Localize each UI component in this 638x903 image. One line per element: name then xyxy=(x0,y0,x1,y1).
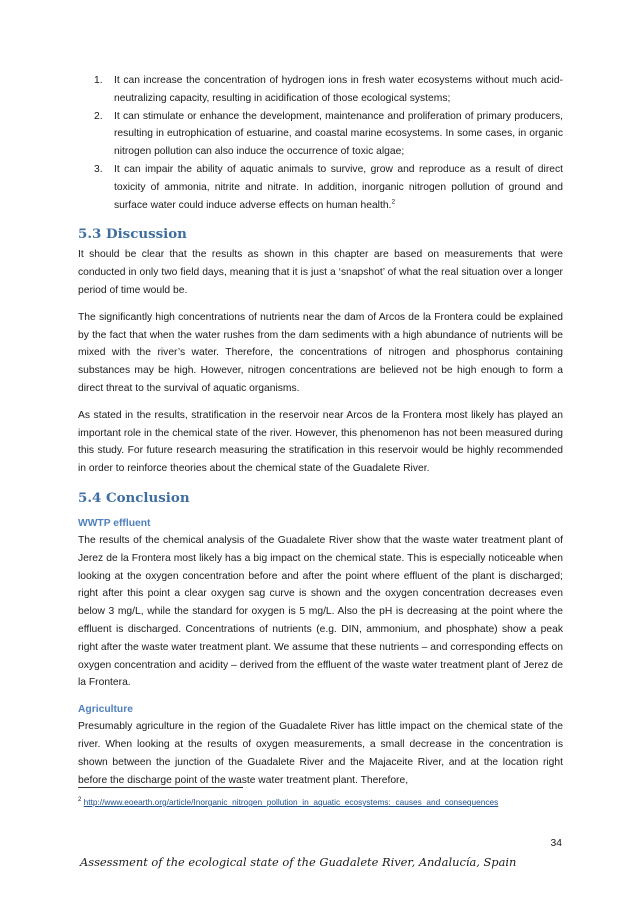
agriculture-subheading: Agriculture xyxy=(78,704,133,716)
list-item xyxy=(78,161,563,214)
page-content xyxy=(78,72,563,789)
discussion-paragraph: It should be clear that the results as shown in this chapter are based on measurements that were conducted in only two field days, meaning that it is just a ‘snapshot’ of what the real situation over a longer period of time would be. xyxy=(78,249,563,296)
footnote-separator xyxy=(78,787,243,788)
page-number: 34 xyxy=(550,838,562,849)
footnote-reference[interactable]: 2 xyxy=(391,198,396,206)
list-item-text: It can stimulate or enhance the development, maintenance and proliferation of primary producers, resulting in eutrophication of estuarine, and coastal marine ecosystems. In some cases, in organic nitrogen pollution can also induce the occurrence of toxic algae; xyxy=(114,110,563,158)
list-item-number: 1. xyxy=(94,75,103,86)
discussion-paragraph: The significantly high concentrations of nutrients near the dam of Arcos de la Frontera could be explained by the fact that when the water rushes from the dam sediments with a high abundance of nutrients will be mixed with the river’s water. Therefore, the concentrations of nitrogen and phosphorus containing substances may be high. However, nitrogen concentrations are believed not be high enough to form a direct threat to the survival of aquatic organisms. xyxy=(78,311,563,394)
wwtp-subheading: WWTP effluent xyxy=(78,517,151,529)
list-item xyxy=(78,108,563,161)
list-item-number: 3. xyxy=(94,163,103,175)
numbered-list xyxy=(78,72,563,214)
running-footer: Assessment of the ecological state of the Guadalete River, Andalucía, Spain xyxy=(80,855,517,869)
discussion-heading: 5.3 Discussion xyxy=(78,226,187,243)
list-item xyxy=(78,72,563,108)
footnote-link[interactable]: http://www.eoearth.org/article/Inorganic_nitrogen_pollution_in_aquatic_ecosystems:_causes_and_consequences xyxy=(83,797,499,807)
footnote-number: 2 xyxy=(78,797,82,804)
footnote xyxy=(78,796,498,808)
wwtp-paragraph: The results of the chemical analysis of the Guadalete River show that the waste water treatment plant of Jerez de la Frontera most likely has a big impact on the chemical state. This is especially noticeable when looking at the oxygen concentration before and after the point where effluent of the plant is discharged; right after this point a clear oxygen sag curve is shown and the oxygen concentration decreases even below 3 mg/L, while the standard for oxygen is 5 mg/L. Also the pH is decreasing at the point where the effluent is discharged. Concentrations of nutrients (e.g. DIN, ammonium, and phosphate) show a peak right after the waste water treatment plant. We assume that these nutrients – and corresponding effects on oxygen concentration and acidity – derived from the effluent of the waste water treatment plant of Jerez de la Frontera. xyxy=(78,534,563,689)
list-item-text: It can impair the ability of aquatic animals to survive, grow and reproduce as a result of direct toxicity of ammonia, nitrite and nitrate. In addition, inorganic nitrogen pollution of ground and surface water could induce adverse effects on human health. xyxy=(114,163,563,211)
agriculture-paragraph: Presumably agriculture in the region of the Guadalete River has little impact on the chemical state of the river. When looking at the results of oxygen measurements, a small decrease in the concentration is shown between the junction of the Guadalete River and the Majaceite River, and at the location right before the discharge point of the waste water treatment plant. Therefore, xyxy=(78,721,563,786)
list-item-text: It can increase the concentration of hydrogen ions in fresh water ecosystems without much acid-neutralizing capacity, resulting in acidification of those ecological systems; xyxy=(114,75,563,104)
conclusion-heading: 5.4 Conclusion xyxy=(78,489,190,506)
list-item-number: 2. xyxy=(94,110,103,122)
discussion-paragraph: As stated in the results, stratification in the reservoir near Arcos de la Frontera most likely has played an important role in the chemical state of the river. However, this phenomenon has not been measured during this study. For future research measuring the stratification in this reservoir would be highly recommended in order to reinforce theories about the chemical state of the Guadalete River. xyxy=(78,409,563,475)
